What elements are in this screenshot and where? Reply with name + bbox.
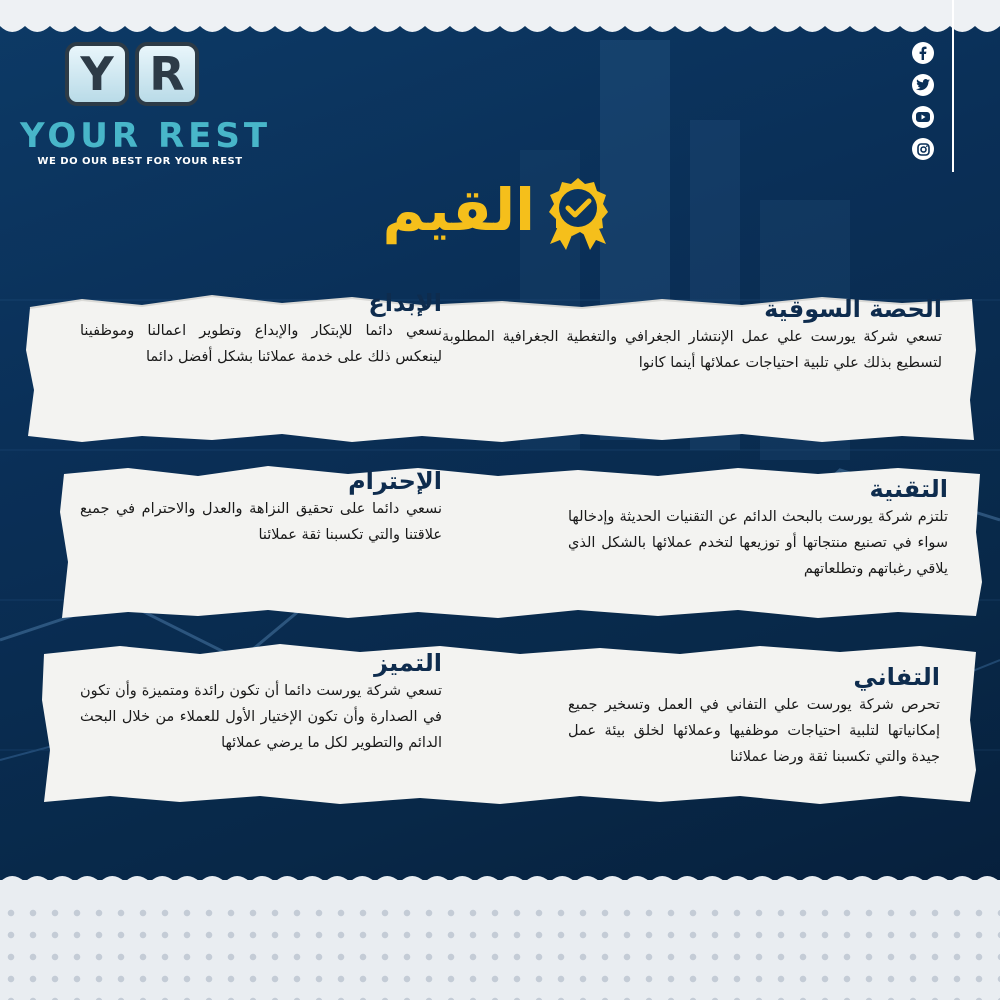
value-description: تسعي شركة يورست دائما أن تكون رائدة ومتميزة وأن تكون في الصدارة وأن تكون الإختيار الأول للعملاء من خلال البحث الدائم والتطوير لكل ما يرضي عملائها (80, 683, 442, 751)
logo-tile-y: Y (65, 42, 129, 106)
value-heading: التميز (374, 649, 442, 677)
instagram-icon[interactable] (912, 138, 934, 160)
value-heading: التقنية (869, 475, 948, 503)
brand-logo (20, 42, 272, 172)
social-divider (952, 0, 954, 172)
value-creativity (80, 288, 442, 370)
social-links (912, 42, 944, 172)
value-dedication (568, 662, 940, 770)
value-respect (80, 466, 442, 548)
value-heading: الإحترام (348, 467, 442, 495)
youtube-icon[interactable] (912, 106, 934, 128)
award-badge-icon (538, 174, 618, 254)
value-description: تحرص شركة يورست علي التفاني في العمل وتسخير جميع إمكانياتها لتلبية احتياجات موظفيها وعملائها لخلق بيئة عمل جيدة والتي تكسبنا ثقة ورضا عملائنا (568, 697, 940, 765)
top-scallop (0, 14, 1000, 44)
page-title-group (370, 168, 630, 258)
value-card-1 (22, 290, 980, 446)
value-heading: التفاني (853, 663, 940, 691)
value-heading: الإبداع (368, 289, 442, 317)
twitter-icon[interactable] (912, 74, 934, 96)
value-heading: الحصة السوقية (764, 295, 942, 323)
brand-name: YOUR REST (20, 116, 272, 156)
value-card-2 (58, 462, 986, 622)
value-description: تلتزم شركة يورست بالبحث الدائم عن التقنيات الحديثة وإدخالها سواء في تصنيع منتجاتها أو توزيعها لتخدم عملائها بالشكل الذي يلاقي رغباتهم وتطلعاتهم (568, 509, 948, 577)
value-market-share (442, 294, 942, 376)
bottom-band (0, 880, 1000, 1000)
facebook-icon[interactable] (912, 42, 934, 64)
logo-tile-r: R (135, 42, 199, 106)
value-description: تسعي شركة يورست علي عمل الإنتشار الجغرافي والتغطية الجغرافية المطلوبة لتسطيع بذلك علي تلبية احتياجات عملائها أينما كانوا (442, 329, 942, 371)
value-description: نسعي دائما للإبتكار والإبداع وتطوير اعمالنا وموظفينا لينعكس ذلك على خدمة عملائنا بشكل أفضل دائما (80, 323, 442, 365)
value-technology (568, 474, 948, 582)
page-title: القيم (382, 176, 535, 244)
brand-tagline: WE DO OUR BEST FOR YOUR REST (37, 156, 243, 167)
value-description: نسعي دائما على تحقيق النزاهة والعدل والاحترام في جميع علاقتنا والتي تكسبنا ثقة عملائنا (80, 501, 442, 543)
value-excellence (80, 648, 442, 756)
value-card-3 (40, 640, 980, 808)
bottom-scallop (0, 866, 1000, 896)
